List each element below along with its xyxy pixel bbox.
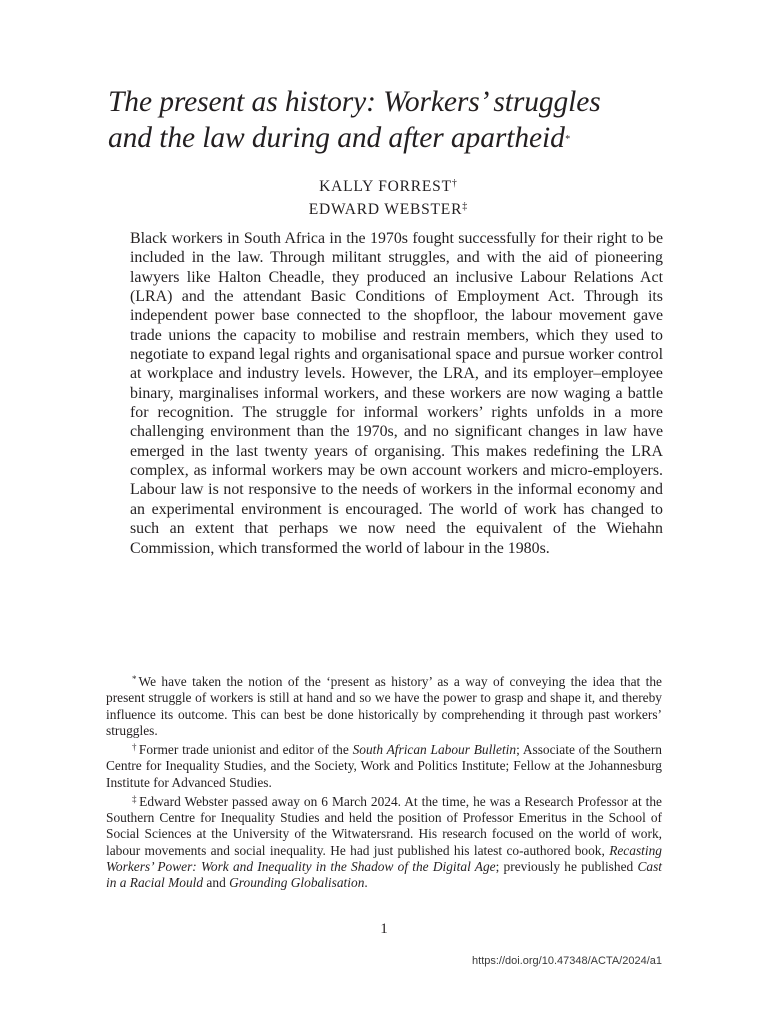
footnote-forrest <box>106 739 662 791</box>
footnote-text: ; Associate of the Southern Centre for Inequality Studies, and the Society, Work and Politics Institute; Fellow at the Johannesburg Institute for Advanced Studies. <box>106 742 662 790</box>
book-title: Recasting Workers’ Power: Work and Inequality in the Shadow of the Digital Age <box>106 842 662 874</box>
title-line-2 <box>108 120 668 158</box>
footnote-text: and <box>203 875 230 890</box>
footnote-text: We have taken the notion of the ‘present as history’ as a way of conveying the idea that the present struggle of workers is still at hand and so we have the power to grasp and shape it, and thereby influence its outcome. This can best be done historically by comprehending it through past workers’ struggles. <box>106 674 662 738</box>
author-footnote-mark: † <box>451 178 457 189</box>
doi-link[interactable]: https://doi.org/10.47348/ACTA/2024/a1 <box>472 955 662 967</box>
footnote-mark: * <box>132 674 137 684</box>
author-name: KALLY FORREST <box>319 178 452 195</box>
article-title <box>108 84 668 158</box>
journal-title: South African Labour Bulletin <box>352 742 517 757</box>
author-footnote-mark: ‡ <box>462 201 468 212</box>
footnote-text: ; previously he published <box>495 858 638 874</box>
footnote-title <box>106 671 662 739</box>
abstract: Black workers in South Africa in the 1970s fought successfully for their right to be included in the law. Through militant struggles, and with the aid of pioneering lawyers like Halton Cheadle, they produced an inclusive Labour Relations Act (LRA) and the attendant Basic Conditions of Employment Act. Through its independent power base connected to the shopfloor, the labour movement gave trade unions the capacity to mobilise and restrain members, which they used to negotiate to expand legal rights and organisational space and pursue worker control at workplace and industry levels. However, the LRA, and its employer–employee binary, marginalises informal workers, and these workers are now waging a battle for recognition. The struggle for informal workers’ rights unfolds in a more challenging environment than the 1970s, and no significant changes in law have emerged in the last twenty years of organising. This makes redefining the LRA complex, as informal workers may be own account workers and micro-employers. Labour law is not responsive to the needs of workers in the informal economy and an experimental environment is encouraged. The world of work has changed to such an extent that perhaps we now need the equivalent of the Wiehahn Commission, which transformed the world of labour in the 1980s. <box>130 230 663 557</box>
author-webster <box>108 197 668 220</box>
book-title: Cast in a Racial Mould <box>106 858 663 890</box>
footnote-text: Former trade unionist and editor of the <box>138 742 353 757</box>
title-footnote-mark: * <box>564 134 570 145</box>
author-name: EDWARD WEBSTER <box>308 201 463 218</box>
book-title: Grounding Globalisation <box>229 875 365 890</box>
page-number: 1 <box>380 921 388 937</box>
title-line-2-text: and the law during and after apartheid <box>108 122 565 154</box>
footnote-mark: † <box>132 742 137 752</box>
footnote-mark: ‡ <box>132 793 138 804</box>
author-list <box>108 174 668 220</box>
title-line-1: The present as history: Workers’ struggles <box>108 86 601 118</box>
author-forrest <box>108 174 668 197</box>
footnote-text: . <box>364 875 368 890</box>
footnote-webster <box>106 791 662 892</box>
footnote-text: Edward Webster passed away on 6 March 2024. At the time, he was a Research Professor at the Southern Centre for Inequality Studies and held the position of Professor Emeritus in the School of Social Sciences at the University of the Witwatersrand. His research focused on the world of work, labour movements and social inequality. He had just published his latest co-authored book, <box>106 793 662 858</box>
footnotes <box>106 671 662 891</box>
